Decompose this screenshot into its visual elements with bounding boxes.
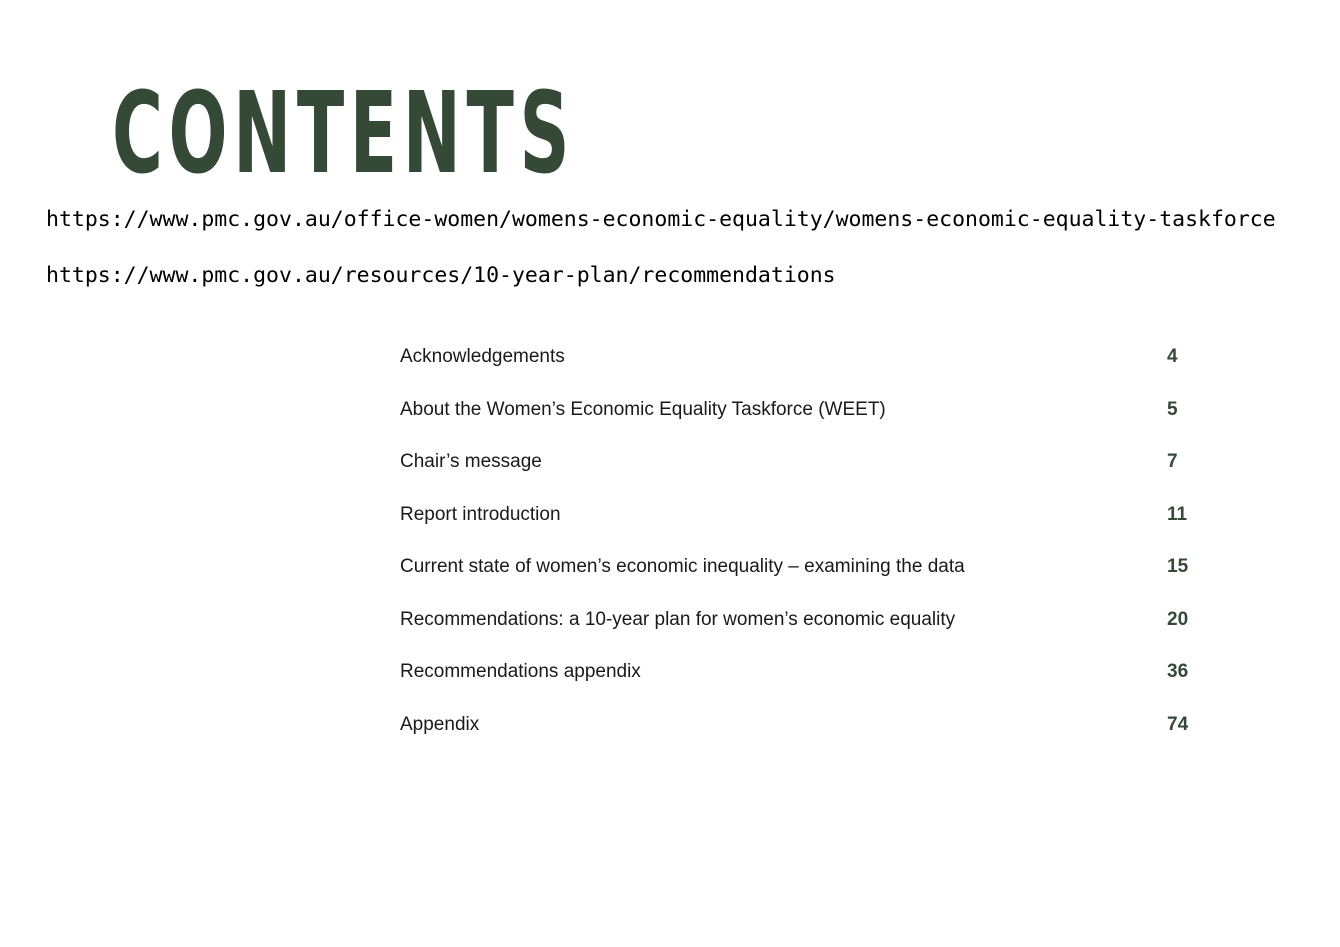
taskforce-url[interactable]: https://www.pmc.gov.au/office-women/womens-economic-equality/womens-economic-equality-taskforce: [46, 207, 1276, 232]
toc-entry-recommendations[interactable]: [400, 599, 1200, 652]
toc-entry-page-number: 20: [1167, 608, 1189, 630]
toc-entry-acknowledgements[interactable]: [400, 336, 1200, 389]
toc-entry-chairs-message[interactable]: [400, 441, 1200, 494]
toc-entry-page-number: 11: [1167, 503, 1188, 525]
toc-entry-page-number: 7: [1167, 451, 1178, 472]
toc-entry-page-number: 15: [1167, 556, 1189, 577]
toc-entry-page-number: 5: [1167, 398, 1178, 420]
toc-entry-report-introduction[interactable]: [400, 494, 1200, 547]
toc-entry-appendix[interactable]: [400, 704, 1200, 757]
toc-entry-recommendations-appendix[interactable]: [400, 651, 1200, 704]
toc-entry-page-number: 74: [1167, 713, 1189, 735]
page-title: CONTENTS: [112, 69, 576, 199]
toc-entry-title: Chair’s message: [400, 451, 542, 472]
toc-entry-title: Acknowledgements: [400, 346, 565, 367]
table-of-contents: [400, 336, 1200, 756]
recommendations-url[interactable]: https://www.pmc.gov.au/resources/10-year-plan/recommendations: [46, 263, 836, 288]
toc-entry-page-number: 4: [1167, 346, 1178, 367]
toc-entry-title: Appendix: [400, 713, 480, 735]
toc-entry-about-weet[interactable]: [400, 389, 1200, 442]
toc-entry-title: Recommendations: a 10-year plan for women’s economic equality: [400, 608, 956, 630]
toc-entry-title: Recommendations appendix: [400, 661, 641, 682]
toc-entry-title: Report introduction: [400, 503, 561, 525]
toc-entry-title: Current state of women’s economic inequality – examining the data: [400, 556, 965, 577]
toc-entry-title: About the Women’s Economic Equality Taskforce (WEET): [400, 398, 886, 420]
toc-entry-page-number: 36: [1167, 661, 1189, 682]
toc-entry-current-state[interactable]: [400, 546, 1200, 599]
